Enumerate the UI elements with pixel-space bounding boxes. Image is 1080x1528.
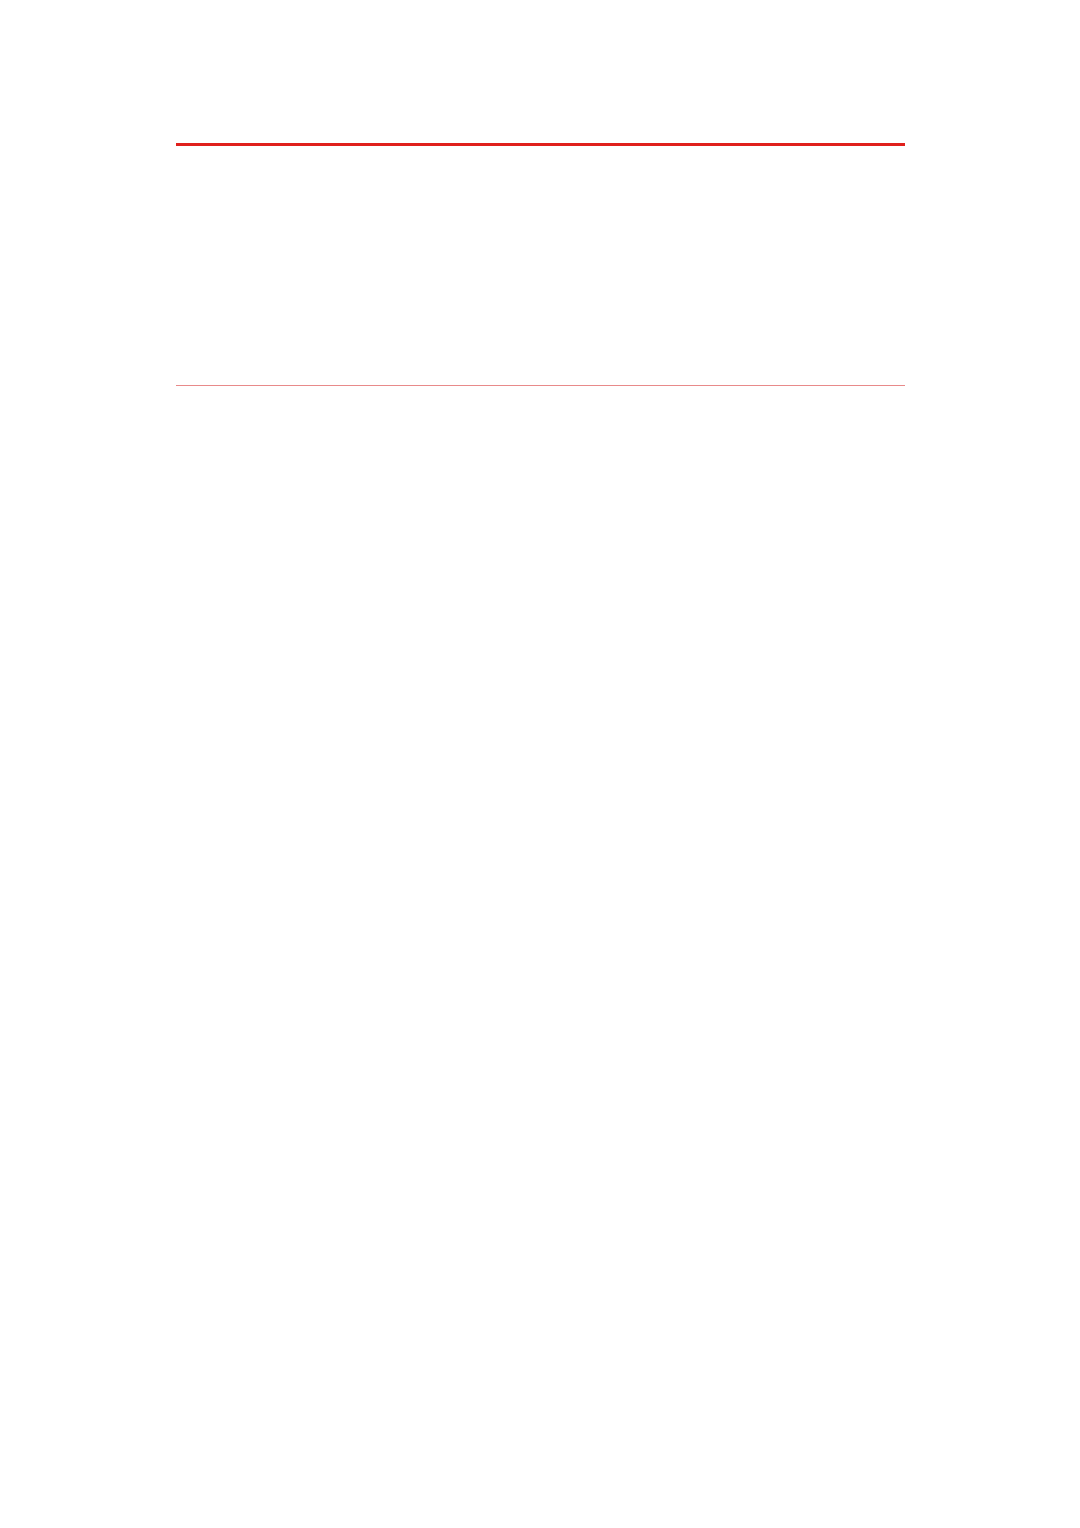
- top-red-rule: [176, 143, 905, 146]
- mid-divider-rule: [176, 385, 905, 386]
